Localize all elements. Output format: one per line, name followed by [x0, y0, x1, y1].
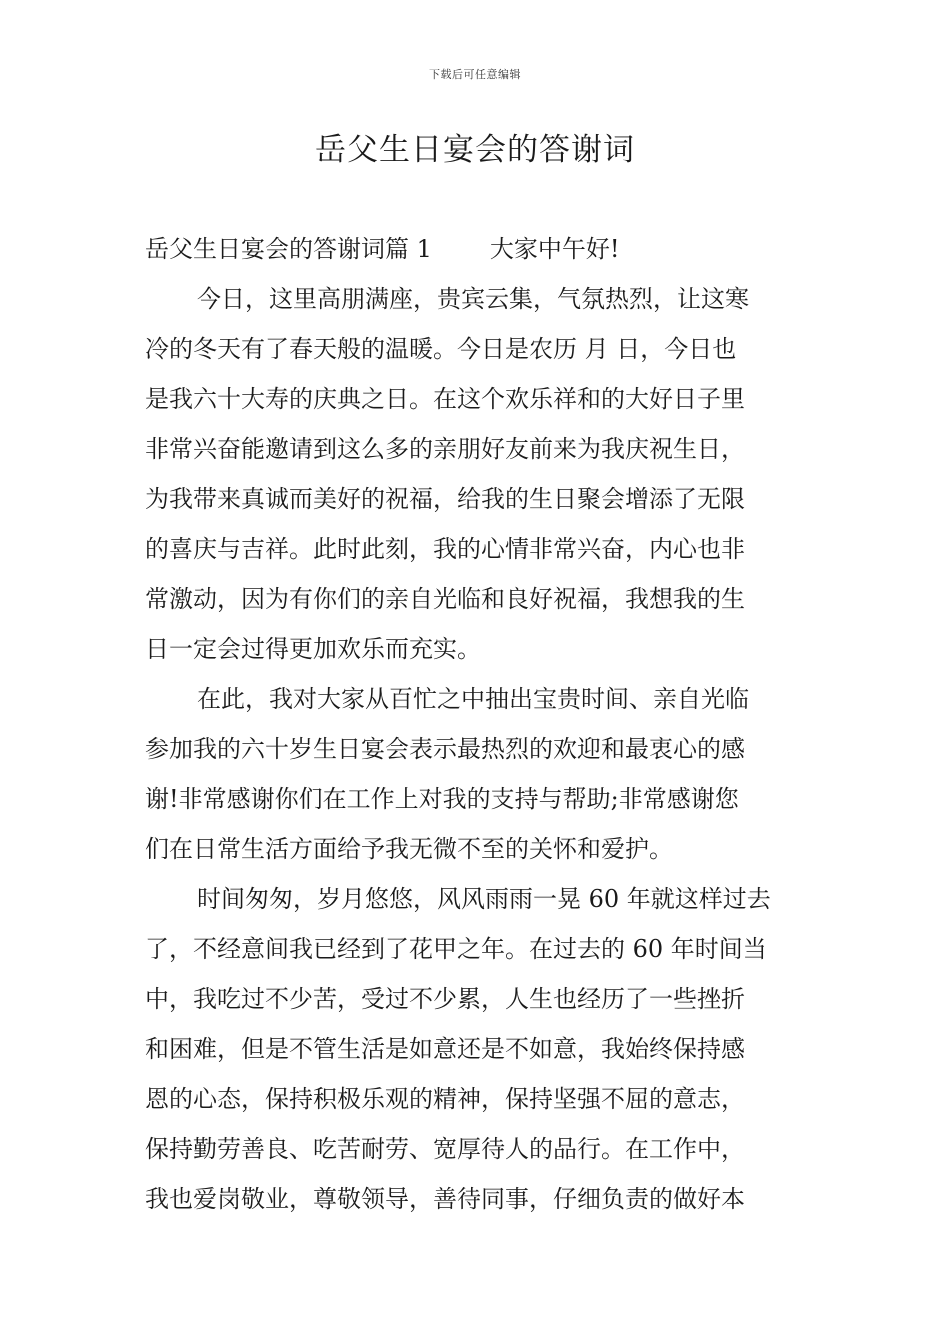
- text-line: 参加我的六十岁生日宴会表示最热烈的欢迎和最衷心的感: [145, 735, 745, 763]
- intro-line: [145, 224, 807, 274]
- section-label: 岳父生日宴会的答谢词篇 1: [145, 235, 432, 263]
- text-line: 非常兴奋能邀请到这么多的亲朋好友前来为我庆祝生日，: [145, 435, 745, 463]
- text-line: 了，不经意间我已经到了花甲之年。在过去的 60 年时间当: [145, 935, 767, 963]
- text-line: 在此，我对大家从百忙之中抽出宝贵时间、亲自光临: [197, 685, 749, 713]
- text-line: 中，我吃过不少苦，受过不少累，人生也经历了一些挫折: [145, 985, 745, 1013]
- text-line: 保持勤劳善良、吃苦耐劳、宽厚待人的品行。在工作中，: [145, 1135, 745, 1163]
- text-line: 为我带来真诚而美好的祝福，给我的生日聚会增添了无限: [145, 485, 745, 513]
- document-title: 岳父生日宴会的答谢词: [315, 132, 635, 168]
- text-line: 们在日常生活方面给予我无微不至的关怀和爱护。: [145, 835, 673, 863]
- text-line: 谢!非常感谢你们在工作上对我的支持与帮助;非常感谢您: [145, 785, 739, 813]
- text-line: 冷的冬天有了春天般的温暖。今日是农历 月 日，今日也: [145, 335, 737, 363]
- text-line: 是我六十大寿的庆典之日。在这个欢乐祥和的大好日子里: [145, 385, 745, 413]
- text-line: 时间匆匆，岁月悠悠，风风雨雨一晃 60 年就这样过去: [197, 885, 771, 913]
- text-line: 的喜庆与吉祥。此时此刻，我的心情非常兴奋，内心也非: [145, 535, 745, 563]
- text-line: 我也爱岗敬业，尊敬领导，善待同事，仔细负责的做好本: [145, 1185, 745, 1213]
- text-line: 常激动，因为有你们的亲自光临和良好祝福，我想我的生: [145, 585, 745, 613]
- text-line: 今日，这里高朋满座，贵宾云集，气氛热烈，让这寒: [197, 285, 749, 313]
- text-line: 日一定会过得更加欢乐而充实。: [145, 635, 481, 663]
- header-note: 下载后可任意编辑: [429, 68, 521, 81]
- document-body: [145, 224, 807, 1224]
- greeting: 大家中午好!: [489, 235, 620, 263]
- text-line: 恩的心态，保持积极乐观的精神，保持坚强不屈的意志，: [145, 1085, 745, 1113]
- text-line: 和困难，但是不管生活是如意还是不如意，我始终保持感: [145, 1035, 745, 1063]
